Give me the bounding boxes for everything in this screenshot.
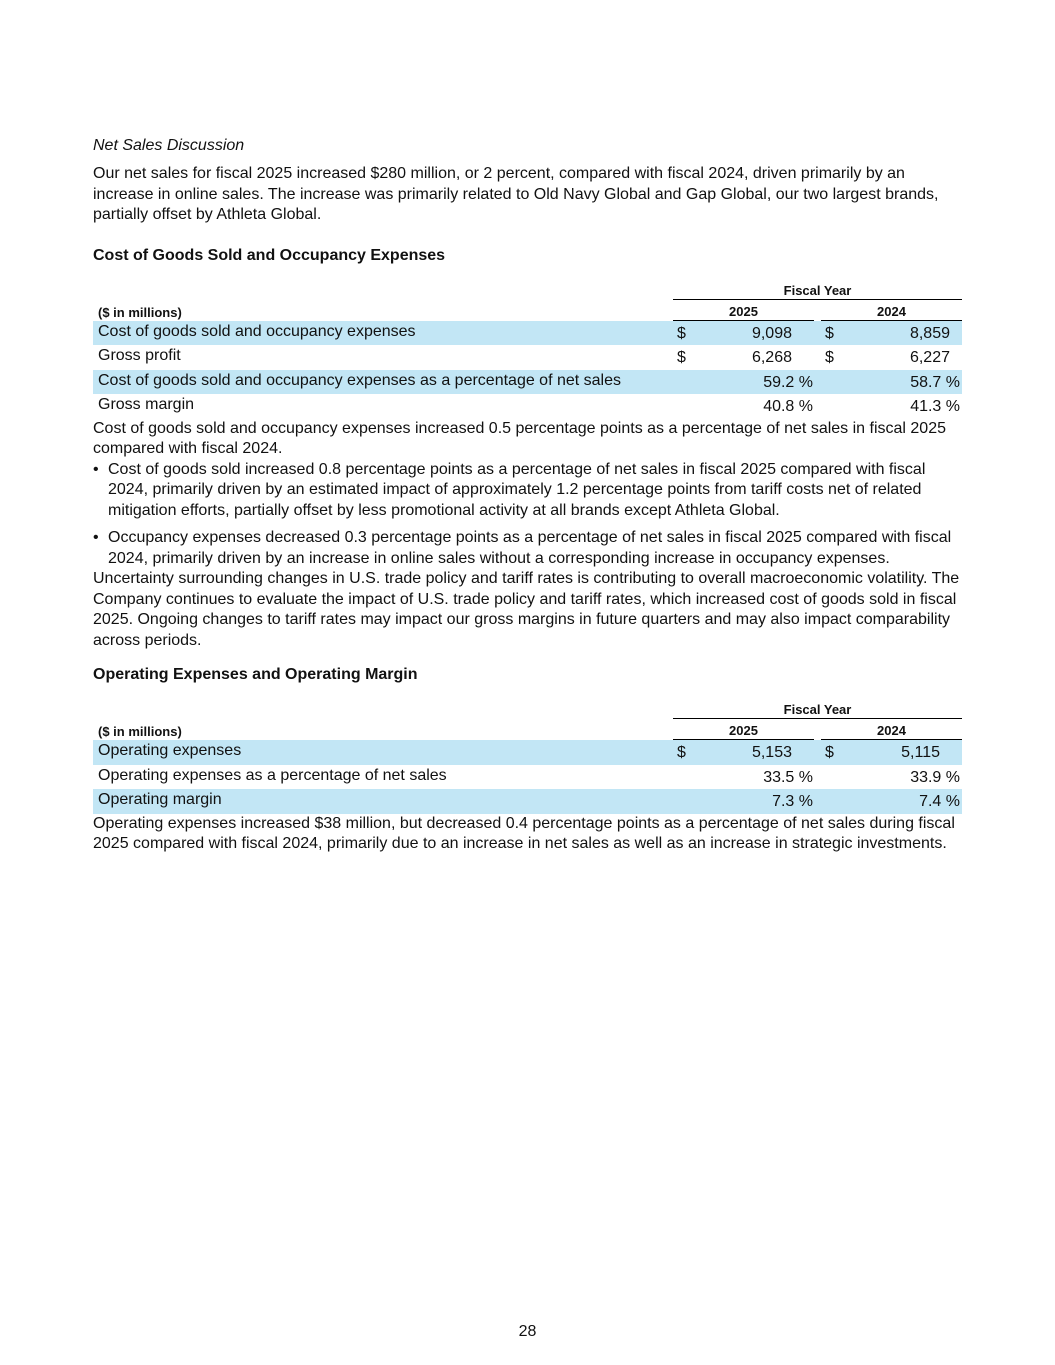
cogs-column-header bbox=[93, 300, 962, 321]
cogs-bullet-list bbox=[93, 460, 962, 570]
value-2024: 8,859 bbox=[909, 324, 950, 342]
list-item bbox=[93, 528, 962, 569]
value-2025: 33.5 % bbox=[763, 768, 813, 786]
opex-fiscal-year-header bbox=[93, 699, 962, 719]
bullet-marker: • bbox=[93, 529, 99, 546]
row-label: Cost of goods sold and occupancy expenses as a percentage of net sales bbox=[98, 371, 622, 389]
table-row bbox=[93, 345, 962, 370]
value-2025: 6,268 bbox=[751, 349, 792, 366]
value-2025: 59.2 % bbox=[763, 373, 813, 391]
net-sales-paragraph: Our net sales for fiscal 2025 increased $280 million, or 2 percent, compared with fiscal 2024, driven primarily by an increase in online sales. The increase was primarily related to Old Navy Global and Gap Global, our two largest brands, partially offset by Athleta Global. bbox=[93, 165, 939, 223]
currency-symbol: $ bbox=[677, 349, 686, 366]
cogs-table bbox=[93, 280, 962, 419]
row-label: Gross margin bbox=[98, 396, 195, 413]
row-label: Operating expenses as a percentage of net sales bbox=[98, 766, 447, 784]
currency-symbol: $ bbox=[825, 349, 834, 366]
unit-label: ($ in millions) bbox=[98, 304, 182, 320]
cogs-heading: Cost of Goods Sold and Occupancy Expenses bbox=[93, 246, 446, 264]
year-2025-header: 2025 bbox=[729, 723, 758, 738]
table-row bbox=[93, 394, 962, 419]
currency-symbol: $ bbox=[677, 744, 686, 761]
row-label: Operating margin bbox=[98, 791, 222, 808]
bullet-text: Cost of goods sold increased 0.8 percentage points as a percentage of net sales in fiscal 2025 compared with fiscal 2024, primarily driven by an estimated impact of approximately 1.2 percentage points from tariff costs net of related mitigation efforts, partially offset by less promotional activity at all brands except Athleta Global. bbox=[108, 460, 926, 519]
value-2024: 5,115 bbox=[901, 744, 940, 761]
currency-symbol: $ bbox=[825, 744, 834, 761]
table-row bbox=[93, 370, 962, 395]
fiscal-year-label: Fiscal Year bbox=[783, 702, 852, 717]
row-label: Operating expenses bbox=[98, 742, 242, 759]
value-2024: 41.3 % bbox=[910, 398, 960, 415]
row-label: Cost of goods sold and occupancy expenses bbox=[98, 322, 416, 340]
year-2024-header: 2024 bbox=[877, 303, 906, 319]
cogs-paragraph-1: Cost of goods sold and occupancy expenses increased 0.5 percentage points as a percentage of net sales in fiscal 2025 compared with fiscal 2024. bbox=[93, 419, 946, 457]
currency-symbol: $ bbox=[825, 324, 834, 342]
cogs-fiscal-year-header bbox=[93, 280, 962, 300]
currency-symbol: $ bbox=[677, 324, 686, 342]
value-2025: 5,153 bbox=[751, 744, 792, 761]
row-label: Gross profit bbox=[98, 347, 181, 364]
opex-heading: Operating Expenses and Operating Margin bbox=[93, 666, 418, 683]
bullet-text: Occupancy expenses decreased 0.3 percentage points as a percentage of net sales in fiscal 2025 compared with fiscal 2024, primarily driven by an increase in online sales without a corresponding increase in occupancy expenses. bbox=[108, 529, 952, 567]
opex-paragraph: Operating expenses increased $38 million, but decreased 0.4 percentage points as a percentage of net sales during fiscal 2025 compared with fiscal 2024, primarily due to an increase in net sales as well as an increase in strategic investments. bbox=[93, 814, 955, 852]
value-2025: 9,098 bbox=[751, 324, 792, 342]
opex-column-header bbox=[93, 719, 962, 740]
net-sales-heading: Net Sales Discussion bbox=[93, 137, 245, 154]
page-number: 28 bbox=[518, 1323, 537, 1340]
year-2025-header: 2025 bbox=[729, 303, 758, 319]
opex-table bbox=[93, 699, 962, 814]
year-2024-header: 2024 bbox=[877, 723, 906, 738]
page-content bbox=[93, 136, 962, 855]
value-2024: 6,227 bbox=[909, 349, 950, 366]
value-2024: 33.9 % bbox=[910, 768, 960, 786]
value-2024: 58.7 % bbox=[910, 373, 960, 391]
table-row bbox=[93, 765, 962, 790]
table-row bbox=[93, 321, 962, 346]
cogs-paragraph-2: Uncertainty surrounding changes in U.S. trade policy and tariff rates is contributing to overall macroeconomic volatility. The Company continues to evaluate the impact of U.S. trade policy and tariff rates, which increased cost of goods sold in fiscal 2025. Ongoing changes to tariff rates may impact our gross margins in future quarters and may also impact comparability across periods. bbox=[93, 570, 960, 649]
value-2025: 40.8 % bbox=[763, 398, 813, 415]
value-2025: 7.3 % bbox=[772, 793, 813, 810]
fiscal-year-label: Fiscal Year bbox=[783, 282, 852, 298]
value-2024: 7.4 % bbox=[919, 793, 960, 810]
unit-label: ($ in millions) bbox=[98, 724, 182, 739]
bullet-marker: • bbox=[93, 460, 99, 478]
table-row bbox=[93, 740, 962, 765]
table-row bbox=[93, 789, 962, 814]
list-item bbox=[93, 460, 962, 522]
